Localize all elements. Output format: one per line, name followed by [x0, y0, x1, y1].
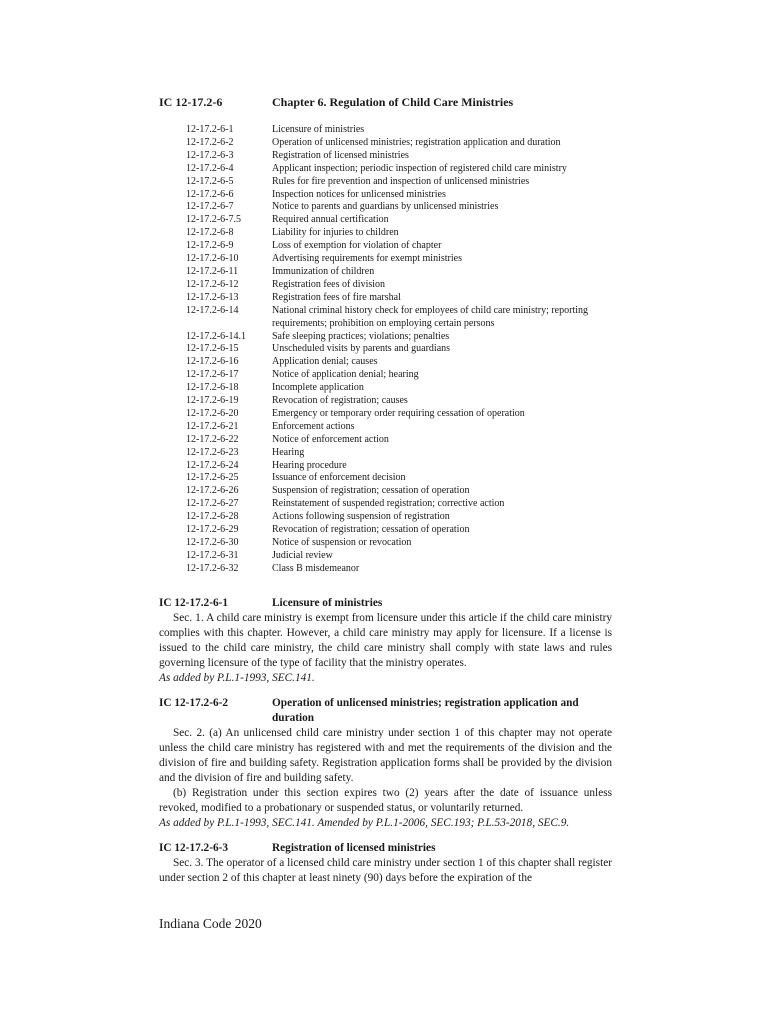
toc-section-title: Emergency or temporary order requiring cessation of operation: [272, 407, 525, 419]
section-paragraph: Sec. 1. A child care ministry is exempt from licensure under this article if the child care ministry complies with this chapter. However, a child care ministry may apply for licensure. If a license is issued to the child care ministry, the child care ministry shall comply with state laws and rules governing licensure of the type of facility that the ministry operates.: [159, 612, 612, 669]
toc-section-title: Revocation of registration; cessation of operation: [272, 524, 470, 536]
toc-row: [186, 163, 616, 176]
toc-section-number: 12-17.2-6-20: [186, 407, 239, 419]
section-heading: [159, 596, 612, 611]
toc-section-number: 12-17.2-6-23: [186, 446, 239, 458]
toc-row: [186, 485, 616, 498]
toc-section-title: Issuance of enforcement decision: [272, 472, 406, 484]
toc-section-number: 12-17.2-6-28: [186, 511, 239, 523]
toc-row: [186, 214, 616, 227]
section-history: As added by P.L.1-1993, SEC.141. Amended by P.L.1-2006, SEC.193; P.L.53-2018, SEC.9.: [159, 817, 570, 829]
toc-section-number: 12-17.2-6-9: [186, 240, 234, 252]
toc-section-number: 12-17.2-6-29: [186, 524, 239, 536]
toc-section-title: Required annual certification: [272, 214, 389, 226]
toc-section-number: 12-17.2-6-13: [186, 291, 239, 303]
toc-section-title: Notice of suspension or revocation: [272, 537, 412, 548]
toc-section-number: 12-17.2-6-16: [186, 356, 239, 368]
toc-row: [186, 305, 616, 331]
toc-section-title: Notice of application denial; hearing: [272, 369, 419, 381]
toc-row: [186, 537, 616, 550]
toc-section-number: 12-17.2-6-14.1: [186, 330, 246, 342]
toc-section-number: 12-17.2-6-30: [186, 537, 239, 548]
toc-section-title: Inspection notices for unlicensed ministries: [272, 188, 446, 200]
toc-row: [186, 279, 616, 292]
toc-section-number: 12-17.2-6-31: [186, 549, 239, 561]
sections-body: [159, 596, 612, 896]
section-title: Operation of unlicensed ministries; registration application and duration: [272, 697, 579, 724]
toc-section-title: Operation of unlicensed ministries; registration application and duration: [272, 136, 561, 148]
section-history: As added by P.L.1-1993, SEC.141.: [159, 672, 315, 684]
toc-section-number: 12-17.2-6-3: [186, 149, 234, 161]
toc-section-title: Reinstatement of suspended registration; corrective action: [272, 498, 505, 510]
toc-row: [186, 434, 616, 447]
toc-section-number: 12-17.2-6-7: [186, 201, 234, 213]
toc-section-number: 12-17.2-6-24: [186, 459, 239, 471]
toc-section-title: Judicial review: [272, 549, 333, 561]
toc-section-number: 12-17.2-6-22: [186, 433, 239, 445]
toc-section-number: 12-17.2-6-21: [186, 420, 239, 432]
toc-row: [186, 266, 616, 279]
toc-section-title: Revocation of registration; causes: [272, 395, 408, 407]
toc-section-number: 12-17.2-6-12: [186, 278, 239, 290]
toc-section-title: Safe sleeping practices; violations; penalties: [272, 330, 450, 342]
toc-section-title: Registration of licensed ministries: [272, 149, 409, 161]
toc-section-title: National criminal history check for employees of child care ministry; reporting requirements; prohibition on employing certain persons: [272, 304, 589, 329]
code-section: [159, 696, 612, 831]
toc-section-number: 12-17.2-6-10: [186, 253, 239, 265]
toc-row: [186, 369, 616, 382]
toc-section-number: 12-17.2-6-32: [186, 562, 239, 574]
section-paragraph: Sec. 3. The operator of a licensed child care ministry under section 1 of this chapter shall register under section 2 of this chapter at least ninety (90) days before the expiration of the: [159, 857, 612, 884]
toc-section-number: 12-17.2-6-7.5: [186, 214, 241, 226]
toc-section-title: Enforcement actions: [272, 420, 355, 432]
section-citation: IC 12-17.2-6-1: [159, 597, 229, 609]
table-of-contents: [186, 124, 616, 576]
toc-row: [186, 498, 616, 511]
toc-row: [186, 137, 616, 150]
toc-row: [186, 176, 616, 189]
toc-row: [186, 395, 616, 408]
toc-section-number: 12-17.2-6-14: [186, 304, 239, 316]
toc-row: [186, 447, 616, 460]
toc-row: [186, 563, 616, 576]
chapter-citation: IC 12-17.2-6: [159, 95, 223, 109]
toc-section-number: 12-17.2-6-17: [186, 369, 239, 381]
toc-section-number: 12-17.2-6-18: [186, 382, 239, 394]
toc-section-title: Application denial; causes: [272, 356, 378, 368]
toc-row: [186, 189, 616, 202]
toc-row: [186, 356, 616, 369]
toc-section-number: 12-17.2-6-27: [186, 498, 239, 510]
toc-section-number: 12-17.2-6-19: [186, 395, 239, 407]
toc-section-number: 12-17.2-6-26: [186, 485, 239, 497]
toc-section-title: Registration fees of division: [272, 278, 386, 290]
toc-row: [186, 253, 616, 266]
toc-section-title: Notice to parents and guardians by unlicensed ministries: [272, 201, 499, 213]
toc-section-title: Actions following suspension of registration: [272, 511, 450, 523]
toc-section-number: 12-17.2-6-6: [186, 188, 234, 200]
toc-row: [186, 331, 616, 344]
toc-section-number: 12-17.2-6-15: [186, 343, 239, 355]
toc-section-title: Class B misdemeanor: [272, 562, 360, 574]
toc-row: [186, 124, 616, 137]
section-paragraph: (b) Registration under this section expires two (2) years after the date of issuance unless revoked, modified to a probationary or suspended status, or voluntarily returned.: [159, 787, 612, 814]
toc-section-number: 12-17.2-6-5: [186, 175, 234, 187]
toc-section-title: Loss of exemption for violation of chapter: [272, 240, 442, 252]
section-paragraph: Sec. 2. (a) An unlicensed child care ministry under section 1 of this chapter may not operate unless the child care ministry has registered with and met the requirements of the division and the division of fire and building safety. Registration application forms shall be provided by the division and the division of fire and building safety.: [159, 727, 612, 784]
toc-row: [186, 550, 616, 563]
code-section: [159, 596, 612, 686]
toc-row: [186, 292, 616, 305]
toc-section-number: 12-17.2-6-8: [186, 227, 234, 239]
toc-section-title: Notice of enforcement action: [272, 433, 389, 445]
toc-section-title: Rules for fire prevention and inspection of unlicensed ministries: [272, 175, 530, 187]
toc-section-title: Incomplete application: [272, 382, 364, 394]
toc-row: [186, 460, 616, 473]
section-heading: [159, 841, 612, 856]
section-title: Registration of licensed ministries: [272, 842, 436, 854]
section-citation: IC 12-17.2-6-3: [159, 842, 229, 854]
toc-section-title: Liability for injuries to children: [272, 227, 399, 239]
toc-row: [186, 343, 616, 356]
toc-section-title: Unscheduled visits by parents and guardians: [272, 343, 451, 355]
toc-row: [186, 421, 616, 434]
toc-row: [186, 408, 616, 421]
toc-section-title: Hearing procedure: [272, 459, 347, 471]
section-heading: [159, 696, 612, 726]
toc-section-number: 12-17.2-6-25: [186, 472, 239, 484]
toc-row: [186, 524, 616, 537]
toc-section-title: Advertising requirements for exempt ministries: [272, 253, 462, 265]
page-footer: Indiana Code 2020: [159, 916, 262, 931]
toc-section-number: 12-17.2-6-4: [186, 162, 234, 174]
toc-section-number: 12-17.2-6-11: [186, 265, 239, 277]
section-title: Licensure of ministries: [272, 597, 383, 609]
toc-section-title: Immunization of children: [272, 265, 375, 277]
section-citation: IC 12-17.2-6-2: [159, 697, 229, 709]
chapter-title: Chapter 6. Regulation of Child Care Ministries: [272, 95, 514, 109]
toc-row: [186, 240, 616, 253]
toc-row: [186, 227, 616, 240]
toc-row: [186, 150, 616, 163]
toc-row: [186, 511, 616, 524]
toc-row: [186, 472, 616, 485]
code-section: [159, 841, 612, 886]
toc-section-title: Licensure of ministries: [272, 124, 365, 135]
toc-row: [186, 201, 616, 214]
toc-section-title: Registration fees of fire marshal: [272, 291, 401, 303]
toc-section-number: 12-17.2-6-2: [186, 136, 234, 148]
toc-section-title: Hearing: [272, 446, 305, 458]
toc-row: [186, 382, 616, 395]
toc-section-number: 12-17.2-6-1: [186, 124, 234, 135]
toc-section-title: Applicant inspection; periodic inspection of registered child care ministry: [272, 162, 567, 174]
toc-section-title: Suspension of registration; cessation of operation: [272, 485, 470, 497]
